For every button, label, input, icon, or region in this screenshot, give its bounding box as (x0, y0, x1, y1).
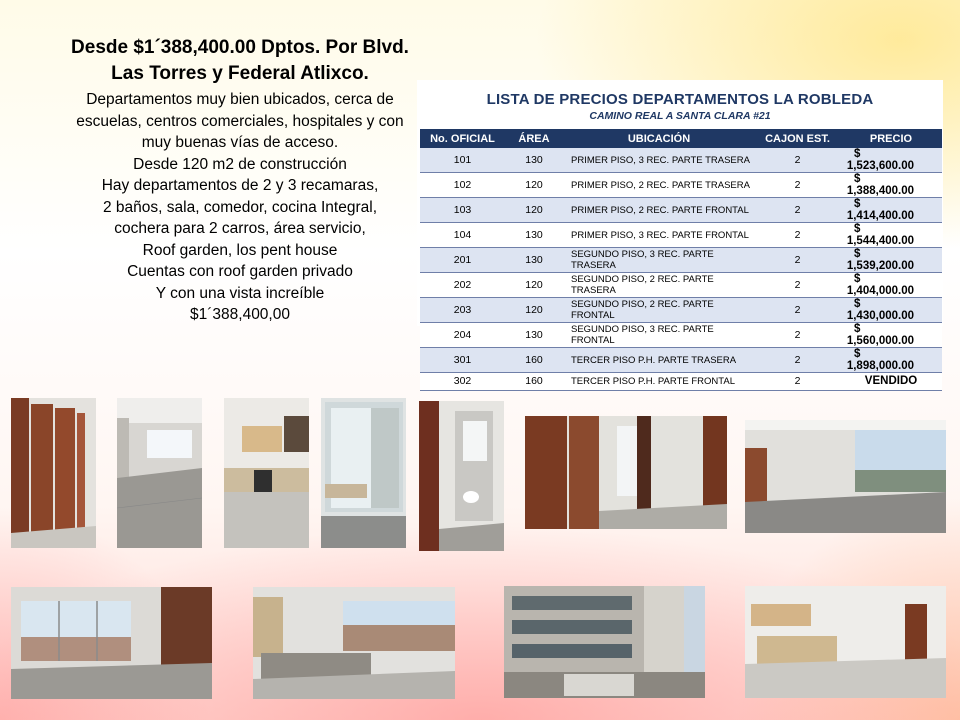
table-row (420, 248, 942, 273)
currency-sign: $ (854, 248, 861, 260)
table-row (420, 148, 942, 173)
currency-sign: $ (854, 148, 861, 160)
cell-location: PRIMER PISO, 3 REC. PARTE TRASERA (563, 148, 755, 173)
photo-kitchen-island-view (253, 587, 455, 699)
cell-location: TERCER PISO P.H. PARTE TRASERA (563, 348, 755, 373)
photo-bathroom-door (419, 401, 504, 551)
description-line: Hay departamentos de 2 y 3 recamaras, (101, 177, 379, 194)
cell-price-sold: VENDIDO (840, 373, 942, 391)
cell-no: 203 (420, 298, 505, 323)
price-value: 1,430,000.00 (846, 310, 914, 322)
cell-area: 130 (505, 223, 563, 248)
cell-cajon: 2 (755, 148, 840, 173)
price-value: 1,898,000.00 (846, 360, 914, 372)
description-lines (40, 89, 440, 326)
price-list (417, 80, 943, 388)
cell-no: 102 (420, 173, 505, 198)
price-table (420, 129, 942, 391)
table-row (420, 373, 942, 391)
price-value: 1,544,400.00 (846, 235, 914, 247)
table-row (420, 323, 942, 348)
headline-location: Las Torres y Federal Atlixco. (111, 63, 369, 84)
description-line: escuelas, centros comerciales, hospitales y con (76, 112, 404, 130)
price-value: 1,539,200.00 (846, 260, 914, 272)
cell-price (840, 298, 942, 323)
cell-cajon: 2 (755, 223, 840, 248)
cell-no: 204 (420, 323, 505, 348)
currency-sign: $ (854, 348, 861, 360)
cell-cajon: 2 (755, 323, 840, 348)
cell-no: 103 (420, 198, 505, 223)
cell-area: 120 (505, 298, 563, 323)
table-row (420, 173, 942, 198)
cell-area: 120 (505, 173, 563, 198)
description-line: Cuentas con roof garden privado (127, 263, 353, 280)
description-line: Desde 120 m2 de construcción (133, 155, 347, 173)
cell-cajon: 2 (755, 373, 840, 391)
cell-price (840, 348, 942, 373)
currency-sign: $ (854, 223, 861, 235)
cell-area: 160 (505, 373, 563, 391)
cell-location: SEGUNDO PISO, 2 REC. PARTE FRONTAL (563, 298, 755, 323)
price-value: 1,388,400.00 (846, 185, 914, 197)
photo-living-view (745, 420, 946, 533)
description-line: Roof garden, los pent house (142, 241, 338, 259)
cell-location: PRIMER PISO, 2 REC. PARTE FRONTAL (563, 198, 755, 223)
header-ubicacion: UBICACIÓN (563, 129, 755, 148)
currency-sign: $ (854, 323, 861, 335)
cell-no: 302 (420, 373, 505, 391)
photo-empty-room (117, 398, 202, 548)
currency-sign: $ (854, 273, 861, 285)
description-line: muy buenas vías de acceso. (141, 134, 339, 151)
description-line: 2 baños, sala, comedor, cocina Integral, (103, 198, 377, 216)
property-description (40, 35, 440, 326)
photo-doorway-room (525, 416, 727, 529)
price-value: 1,414,400.00 (846, 210, 914, 222)
table-header-row (420, 129, 942, 148)
description-line: Y con una vista increíble (155, 284, 325, 302)
cell-cajon: 2 (755, 173, 840, 198)
table-row (420, 298, 942, 323)
cell-area: 120 (505, 198, 563, 223)
cell-area: 130 (505, 248, 563, 273)
description-line: $1´388,400,00 (190, 306, 290, 323)
cell-cajon: 2 (755, 298, 840, 323)
price-list-title: LISTA DE PRECIOS DEPARTAMENTOS LA ROBLEDA (486, 91, 874, 108)
cell-location: PRIMER PISO, 3 REC. PARTE FRONTAL (563, 223, 755, 248)
cell-location: SEGUNDO PISO, 3 REC. PARTE FRONTAL (563, 323, 755, 348)
cell-price (840, 198, 942, 223)
cell-no: 201 (420, 248, 505, 273)
price-value: 1,523,600.00 (846, 160, 914, 172)
description-line: cochera para 2 carros, área servicio, (114, 220, 366, 237)
header-area: ÁREA (505, 129, 563, 148)
photo-kitchen-interior (745, 586, 946, 698)
currency-sign: $ (854, 198, 861, 210)
headline-price: Desde $1´388,400.00 Dptos. Por Blvd. (71, 37, 409, 58)
cell-cajon: 2 (755, 198, 840, 223)
currency-sign: $ (854, 298, 861, 310)
cell-location: PRIMER PISO, 2 REC. PARTE TRASERA (563, 173, 755, 198)
photo-closet (11, 398, 96, 548)
cell-location: SEGUNDO PISO, 2 REC. PARTE TRASERA (563, 273, 755, 298)
cell-area: 130 (505, 148, 563, 173)
photo-bathroom-shower (321, 398, 406, 548)
cell-price (840, 248, 942, 273)
cell-location: TERCER PISO P.H. PARTE FRONTAL (563, 373, 755, 391)
cell-area: 120 (505, 273, 563, 298)
photo-terrace-view (11, 587, 212, 699)
cell-no: 104 (420, 223, 505, 248)
cell-no: 101 (420, 148, 505, 173)
cell-price (840, 173, 942, 198)
cell-cajon: 2 (755, 348, 840, 373)
currency-sign: $ (854, 173, 861, 185)
cell-no: 301 (420, 348, 505, 373)
cell-area: 160 (505, 348, 563, 373)
cell-no: 202 (420, 273, 505, 298)
cell-area: 130 (505, 323, 563, 348)
header-cajon: CAJON EST. (755, 129, 840, 148)
price-value: 1,404,000.00 (846, 285, 914, 297)
header-precio: PRECIO (840, 129, 942, 148)
cell-price (840, 323, 942, 348)
table-row (420, 348, 942, 373)
photo-kitchen (224, 398, 309, 548)
table-row (420, 198, 942, 223)
photo-building-facade (504, 586, 705, 698)
cell-price (840, 273, 942, 298)
cell-price (840, 148, 942, 173)
cell-price (840, 223, 942, 248)
description-line: Departamentos muy bien ubicados, cerca de (86, 91, 394, 108)
header-no-oficial: No. OFICIAL (420, 129, 505, 148)
table-row (420, 273, 942, 298)
table-row (420, 223, 942, 248)
cell-location: SEGUNDO PISO, 3 REC. PARTE TRASERA (563, 248, 755, 273)
price-list-subtitle: CAMINO REAL A SANTA CLARA #21 (589, 110, 771, 122)
price-value: 1,560,000.00 (846, 335, 914, 347)
cell-cajon: 2 (755, 248, 840, 273)
cell-cajon: 2 (755, 273, 840, 298)
